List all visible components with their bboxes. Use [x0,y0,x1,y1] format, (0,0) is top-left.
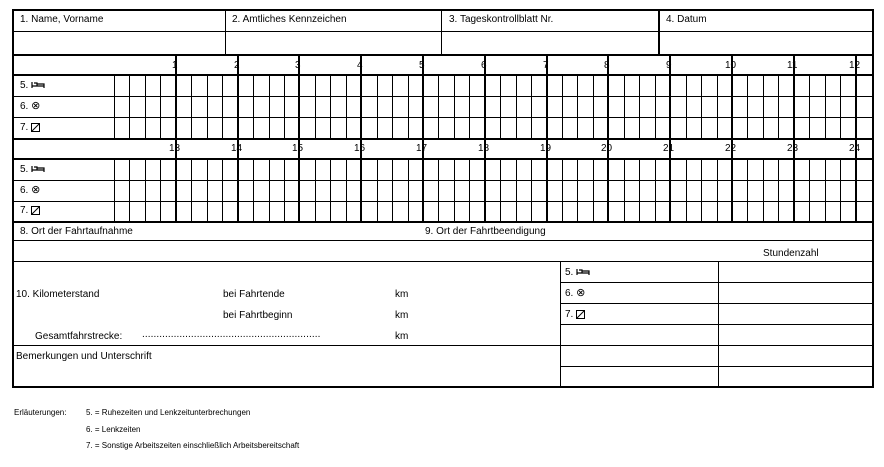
date-label: 4. Datum [666,14,707,25]
name-field[interactable] [14,33,224,53]
grid-top-quarter-line [825,74,826,138]
total-distance-dots: .............................................................. [142,329,321,340]
hour-label-14: 14 [231,143,243,154]
km-begin-label: bei Fahrtbeginn [223,310,293,321]
hour-label-2: 2 [234,60,240,71]
hour-label-18: 18 [478,143,490,154]
summary-row6-number: 6. [565,288,574,299]
grid-bottom-hour-line [175,138,177,221]
grid-bottom-quarter-line [191,158,192,221]
sheet-number-label: 3. Tageskontrollblatt Nr. [449,14,554,25]
hour-label-24: 24 [849,143,861,154]
grid-top-hour-line [669,54,671,138]
steering-wheel-icon: ⊗ [31,184,41,197]
grid-bottom-hour-line [360,138,362,221]
hour-label-23: 23 [787,143,799,154]
grid-bottom-quarter-line [315,158,316,221]
row6-top-label [20,101,40,112]
grid-bottom-quarter-line [531,158,532,221]
grid-top-row-line [13,138,873,140]
grid-top-quarter-line [562,74,563,138]
grid-bottom-quarter-line [408,158,409,221]
row6-bottom-number: 6. [20,185,29,196]
grid-top-row-line [13,117,873,118]
grid-top-hour-line [237,54,239,138]
hour-label-10: 10 [725,60,737,71]
grid-bottom-quarter-line [747,158,748,221]
grid-top-quarter-line [160,74,161,138]
start-place-field[interactable] [160,222,415,239]
hour-label-4: 4 [357,60,363,71]
grid-top-quarter-line [577,74,578,138]
hour-label-22: 22 [725,143,737,154]
grid-bottom-quarter-line [840,158,841,221]
row6-top-number: 6. [20,101,29,112]
grid-bottom-quarter-line [145,158,146,221]
grid-bottom-quarter-line [392,158,393,221]
grid-top-quarter-line [377,74,378,138]
grid-bottom-quarter-line [763,158,764,221]
summary-line-3 [560,324,873,325]
grid-top-hour-line [731,54,733,138]
summary-row5-number: 5. [565,267,574,278]
grid-top-quarter-line [639,74,640,138]
row7-bottom-number: 7. [20,205,29,216]
row6-bottom-label [20,185,40,196]
grid-bottom-hour-line [484,138,486,221]
summary-row7-label [565,309,585,320]
hour-label-7: 7 [543,60,549,71]
row5-bottom-label [20,164,45,175]
grid-bottom-hour-line [855,138,857,221]
hour-label-12: 12 [849,60,861,71]
grid-top-quarter-line [269,74,270,138]
grid-top-quarter-line [747,74,748,138]
grid-top-quarter-line [531,74,532,138]
summary-row5-label [565,267,590,278]
summary-line-4 [13,345,873,346]
grid-bottom-quarter-line [655,158,656,221]
row7-bottom-label [20,205,40,216]
hatched-box-icon [31,123,40,132]
total-distance-unit: km [395,331,409,342]
hour-label-21: 21 [663,143,675,154]
hour-label-11: 11 [787,60,798,71]
legend-item-5: 5. = Ruhezeiten und Lenkzeitunterbrechungen [86,408,251,417]
header-col4-line [658,10,660,54]
grid-bottom-quarter-line [624,158,625,221]
grid-bottom-quarter-line [454,158,455,221]
grid-top-quarter-line [346,74,347,138]
grid-top-quarter-line [408,74,409,138]
grid-top-quarter-line [438,74,439,138]
grid-bottom-quarter-line [500,158,501,221]
grid-top-quarter-line [763,74,764,138]
grid-top-hour-line [422,54,424,138]
grid-bottom-hour-line [607,138,609,221]
legend-item-7: 7. = Sonstige Arbeitszeiten einschließlich Arbeitsbereitschaft [86,441,300,450]
header-bottom [13,54,873,56]
grid-bottom-quarter-line [809,158,810,221]
grid-top-quarter-line [129,74,130,138]
grid-bottom-hour-line [546,138,548,221]
grid-top-quarter-line [655,74,656,138]
hour-label-19: 19 [540,143,552,154]
hour-label-17: 17 [416,143,428,154]
grid-top-hour-line [607,54,609,138]
hour-label-6: 6 [481,60,487,71]
grid-top-hour-line [360,54,362,138]
grid-bottom-quarter-line [825,158,826,221]
legend-title: Erläuterungen: [14,408,67,417]
summary-driving-hours-field[interactable] [720,284,871,302]
plate-label: 2. Amtliches Kennzeichen [232,14,347,25]
grid-bottom-quarter-line [207,158,208,221]
grid-bottom-row-line [13,201,873,202]
grid-top-quarter-line [469,74,470,138]
summary-row7-number: 7. [565,309,574,320]
legend-item-6: 6. = Lenkzeiten [86,425,141,434]
grid-top-hour-line [855,54,857,138]
frame-left [12,9,14,387]
grid-top-quarter-line [778,74,779,138]
grid-top-quarter-line [207,74,208,138]
grid-bottom-quarter-line [269,158,270,221]
grid-top-quarter-line [809,74,810,138]
row5-top-number: 5. [20,80,29,91]
grid-bottom-quarter-line [686,158,687,221]
grid-bottom-hour-line [237,138,239,221]
frame-right [872,9,874,387]
total-distance-field[interactable] [142,327,390,343]
header-col3-line [441,10,442,54]
header-divider [13,31,873,32]
grid-top-quarter-line [516,74,517,138]
grid-top-quarter-line [701,74,702,138]
bed-icon [31,165,45,173]
remarks-label: Bemerkungen und Unterschrift [16,351,152,362]
grid-top-quarter-line [593,74,594,138]
places-bottom [13,240,873,241]
grid-bottom-quarter-line [253,158,254,221]
steering-wheel-icon: ⊗ [31,100,41,113]
grid-top-hour-line [484,54,486,138]
grid-bottom-quarter-line [593,158,594,221]
hour-label-15: 15 [292,143,304,154]
summary-row6-label [565,288,585,299]
hours-total-bottom [13,261,873,262]
hour-label-16: 16 [354,143,366,154]
hour-label-8: 8 [604,60,610,71]
summary-line-5 [560,366,873,367]
grid-top-quarter-line [392,74,393,138]
summary-line-2 [560,303,873,304]
grid-bottom-quarter-line [469,158,470,221]
grid-bottom-hour-line [669,138,671,221]
grid-bottom-quarter-line [717,158,718,221]
km-label: 10. Kilometerstand [16,289,100,300]
grid-top-quarter-line [454,74,455,138]
grid-top-quarter-line [191,74,192,138]
grid-bottom-hour-line [422,138,424,221]
grid-bottom-row-line [13,180,873,181]
grid-bottom-label-divider [114,158,115,221]
grid-top-quarter-line [686,74,687,138]
km-end-unit: km [395,289,409,300]
grid-top-quarter-line [284,74,285,138]
grid-top-quarter-line [840,74,841,138]
grid-bottom-quarter-line [562,158,563,221]
km-begin-unit: km [395,310,409,321]
hour-label-3: 3 [295,60,301,71]
hour-label-1: 1 [172,60,178,71]
row7-top-number: 7. [20,122,29,133]
grid-top-hour-line [546,54,548,138]
grid-bottom-quarter-line [516,158,517,221]
bed-icon [31,81,45,89]
grid-bottom-quarter-line [160,158,161,221]
end-place-field[interactable] [565,222,865,239]
grid-bottom-row-line [13,158,873,160]
hour-label-13: 13 [169,143,181,154]
hour-label-20: 20 [601,143,613,154]
grid-bottom-hour-line [298,138,300,221]
grid-top-quarter-line [717,74,718,138]
steering-wheel-icon: ⊗ [576,287,586,300]
plate-field[interactable] [227,33,440,53]
hour-label-9: 9 [666,60,672,71]
hatched-box-icon [576,310,585,319]
km-end-label: bei Fahrtende [223,289,285,300]
grid-top-quarter-line [624,74,625,138]
grid-top-row-line [13,96,873,97]
km-end-field[interactable] [300,285,390,301]
grid-bottom-quarter-line [639,158,640,221]
grid-bottom-quarter-line [778,158,779,221]
sheet-number-field[interactable] [443,33,657,53]
grid-bottom-quarter-line [438,158,439,221]
grid-top-hour-line [793,54,795,138]
row5-top-label [20,80,45,91]
grid-top-hour-line [175,54,177,138]
frame-bottom [12,386,874,388]
grid-top-quarter-line [315,74,316,138]
row5-bottom-number: 5. [20,164,29,175]
grid-top-label-divider [114,74,115,138]
row7-top-label [20,122,40,133]
hours-total-label: Stundenzahl [763,248,819,259]
grid-bottom-hour-line [731,138,733,221]
grid-top-quarter-line [145,74,146,138]
remarks-field[interactable] [14,364,558,385]
grid-bottom-quarter-line [330,158,331,221]
date-field[interactable] [661,33,871,53]
hour-label-5: 5 [419,60,425,71]
start-place-label: 8. Ort der Fahrtaufnahme [20,226,133,237]
hatched-box-icon [31,206,40,215]
grid-bottom-quarter-line [129,158,130,221]
grid-top-quarter-line [253,74,254,138]
grid-bottom-quarter-line [377,158,378,221]
grid-top-quarter-line [330,74,331,138]
frame-top [12,9,874,11]
grid-bottom-hour-line [793,138,795,221]
summary-other-hours-field[interactable] [720,305,871,323]
grid-bottom-quarter-line [577,158,578,221]
grid-top-row-line [13,74,873,76]
grid-bottom-quarter-line [346,158,347,221]
grid-top-hour-line [298,54,300,138]
grid-bottom-quarter-line [701,158,702,221]
km-begin-field[interactable] [300,306,390,322]
grid-top-quarter-line [500,74,501,138]
total-distance-label: Gesamtfahrstrecke: [35,331,123,342]
grid-top-quarter-line [222,74,223,138]
bed-icon [576,268,590,276]
end-place-label: 9. Ort der Fahrtbeendigung [425,226,546,237]
grid-bottom-quarter-line [284,158,285,221]
summary-line-1 [560,282,873,283]
header-col2-line [225,10,226,54]
summary-rest-hours-field[interactable] [720,263,871,281]
grid-bottom-quarter-line [222,158,223,221]
name-label: 1. Name, Vorname [20,14,104,25]
